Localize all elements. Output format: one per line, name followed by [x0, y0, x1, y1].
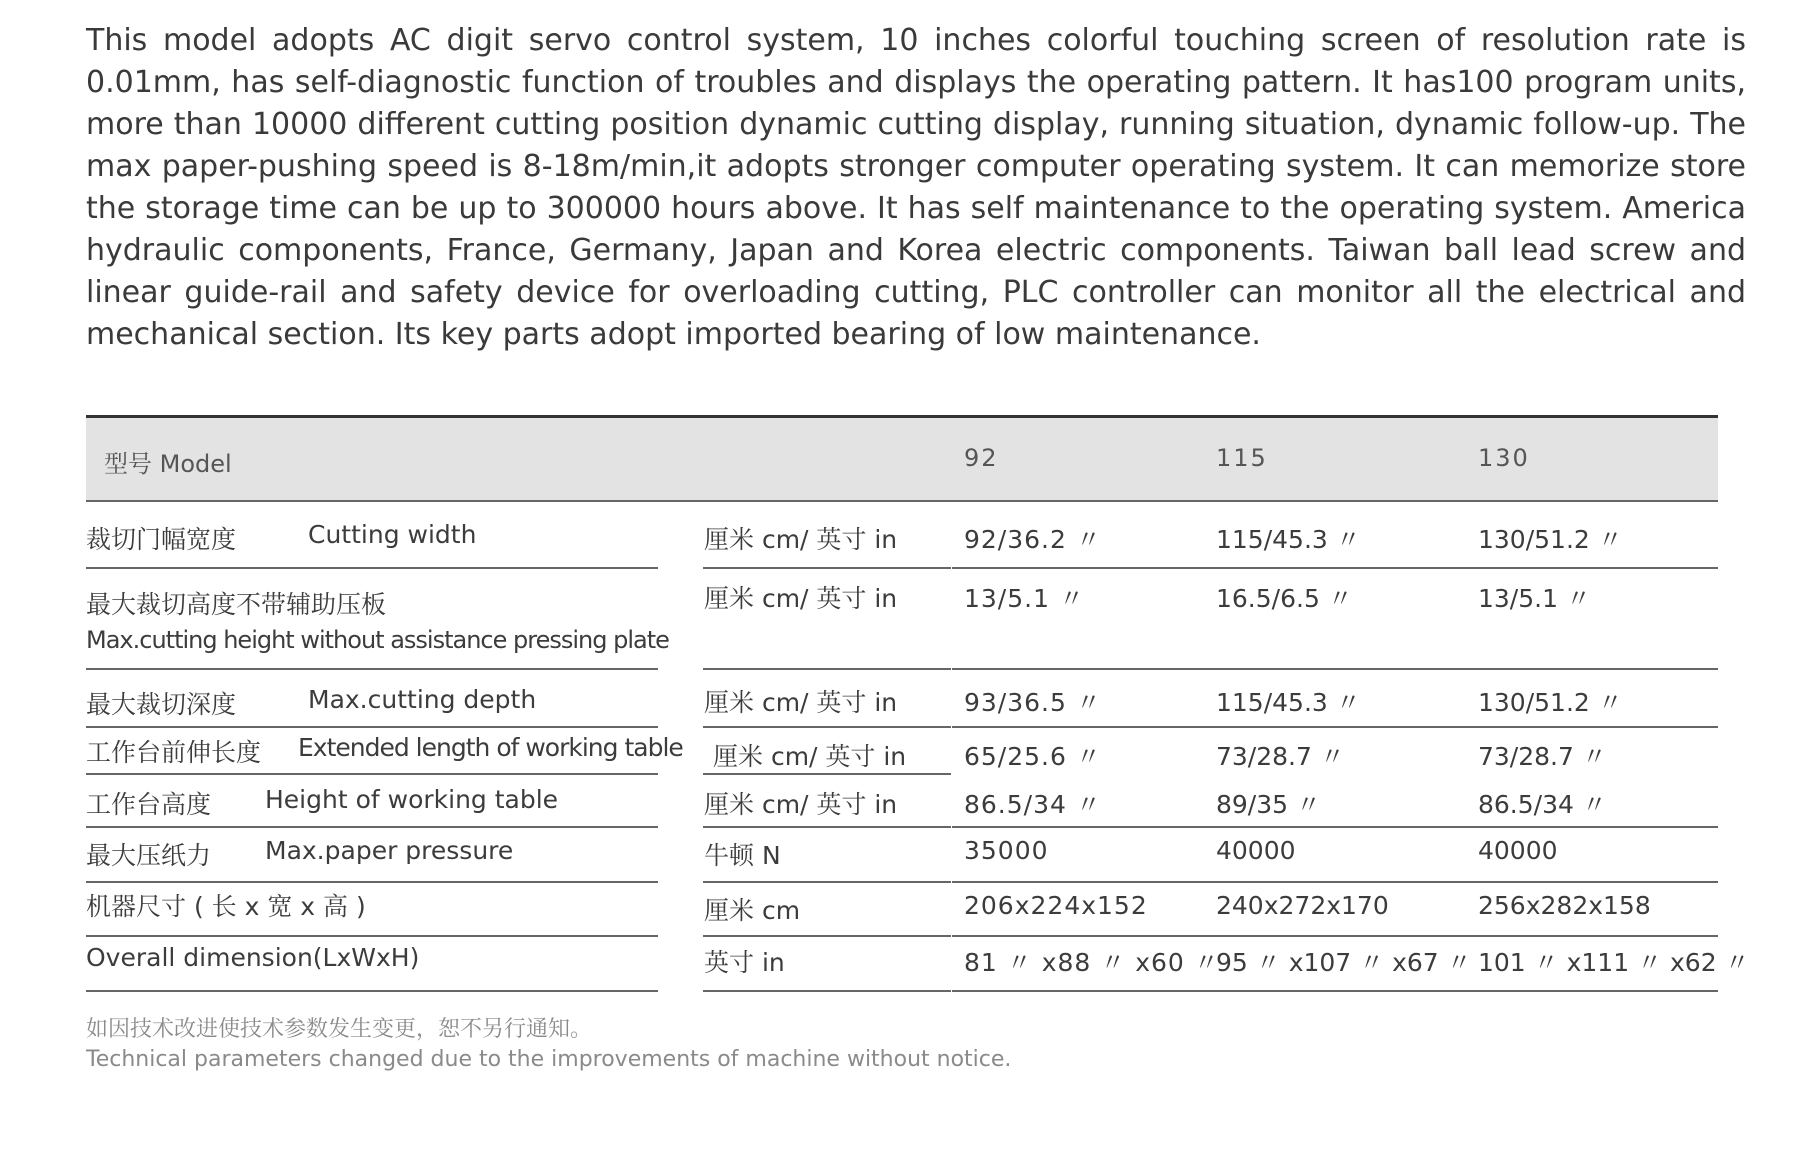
- row-label-en: Max.paper pressure: [265, 836, 514, 865]
- row-value-92: 93/36.5 〃: [964, 688, 1102, 717]
- row-label-en: Max.cutting depth: [308, 685, 537, 714]
- row-value-130: 130/51.2 〃: [1478, 688, 1623, 717]
- row-unit: 厘米 cm/ 英寸 in: [704, 525, 898, 554]
- row-label-en: Height of working table: [265, 785, 559, 814]
- row-divider: [952, 726, 1718, 728]
- row-unit: 厘米 cm/ 英寸 in: [704, 584, 898, 613]
- row-divider: [86, 826, 658, 828]
- row-value-115: 115/45.3 〃: [1216, 525, 1361, 554]
- row-value-92: 206x224x152: [964, 891, 1148, 920]
- row-unit: 牛顿 N: [704, 841, 781, 870]
- row-divider: [952, 826, 1718, 828]
- row-divider: [952, 668, 1718, 670]
- row-value-92: 65/25.6 〃: [964, 742, 1102, 771]
- row-value-115: 115/45.3 〃: [1216, 688, 1361, 717]
- footnote-zh: 如因技术改进使技术参数发生变更，恕不另行通知。: [86, 1017, 593, 1042]
- row-label-zh: 最大裁切高度不带辅助压板: [86, 590, 387, 619]
- row-divider: [703, 826, 951, 828]
- row-unit: 厘米 cm/ 英寸 in: [713, 742, 907, 771]
- row-value-130: 13/5.1 〃: [1478, 584, 1591, 613]
- row-label-zh: 机器尺寸 ( 长 x 宽 x 高 ): [86, 892, 366, 921]
- footnote-en: Technical parameters changed due to the improvements of machine without notice.: [86, 1047, 1012, 1072]
- row-label-zh: 裁切门幅宽度: [86, 525, 237, 554]
- row-unit: 英寸 in: [704, 948, 785, 977]
- row-value-115: 16.5/6.5 〃: [1216, 584, 1353, 613]
- row-divider: [703, 726, 951, 728]
- header-model-115: 115: [1216, 444, 1268, 472]
- row-value-130: 130/51.2 〃: [1478, 525, 1623, 554]
- row-label-en: Overall dimension(LxWxH): [86, 943, 420, 972]
- row-divider: [952, 881, 1718, 883]
- header-model-92: 92: [964, 444, 999, 472]
- row-value-92: 81 〃 x88 〃 x60 〃: [964, 948, 1220, 977]
- row-value-130: 101 〃 x111 〃 x62 〃: [1478, 948, 1750, 977]
- row-divider: [86, 668, 658, 670]
- header-model-label: 型号 Model: [104, 450, 232, 478]
- row-value-130: 73/28.7 〃: [1478, 742, 1607, 771]
- row-value-130: 256x282x158: [1478, 891, 1651, 920]
- row-value-92: 13/5.1 〃: [964, 584, 1085, 613]
- row-divider: [86, 726, 658, 728]
- row-divider: [86, 990, 658, 992]
- table-header: [86, 418, 1718, 502]
- row-divider: [86, 935, 658, 937]
- header-model-130: 130: [1478, 444, 1530, 472]
- row-divider: [703, 668, 951, 670]
- row-value-92: 92/36.2 〃: [964, 525, 1102, 554]
- row-label-zh: 工作台高度: [86, 790, 212, 819]
- row-label-zh: 最大裁切深度: [86, 690, 237, 719]
- row-divider: [703, 935, 951, 937]
- row-value-130: 40000: [1478, 836, 1558, 865]
- row-divider: [86, 567, 658, 569]
- row-label-zh: 工作台前伸长度: [86, 738, 262, 767]
- row-divider: [703, 881, 951, 883]
- row-value-92: 35000: [964, 836, 1049, 865]
- row-value-115: 73/28.7 〃: [1216, 742, 1345, 771]
- row-value-130: 86.5/34 〃: [1478, 790, 1607, 819]
- row-unit: 厘米 cm/ 英寸 in: [704, 688, 898, 717]
- row-value-115: 240x272x170: [1216, 891, 1389, 920]
- row-value-92: 86.5/34 〃: [964, 790, 1102, 819]
- row-label-en: Max.cutting height without assistance pressing plate: [86, 626, 669, 654]
- row-value-115: 95 〃 x107 〃 x67 〃: [1216, 948, 1472, 977]
- intro-paragraph: This model adopts AC digit servo control system, 10 inches colorful touching screen of resolution rate is 0.01mm, has self-diagnostic function of troubles and displays the operating pattern. It has100 program units, more than 10000 different cutting position dynamic cutting display, running situation, dynamic follow-up. The max paper-pushing speed is 8-18m/min,it adopts stronger computer operating system. It can memorize store the storage time can be up to 300000 hours above. It has self maintenance to the operating system. America hydraulic components, France, Germany, Japan and Korea electric components. Taiwan ball lead screw and linear guide-rail and safety device for overloading cutting, PLC controller can monitor all the electrical and mechanical section. Its key parts adopt imported bearing of low maintenance.: [86, 23, 1746, 352]
- row-divider: [952, 990, 1718, 992]
- row-label-en: Cutting width: [308, 520, 477, 549]
- row-divider: [86, 773, 658, 775]
- row-value-115: 40000: [1216, 836, 1296, 865]
- row-divider: [86, 881, 658, 883]
- row-divider: [952, 567, 1718, 569]
- row-label-zh: 最大压纸力: [86, 841, 212, 870]
- row-label-en: Extended length of working table: [298, 733, 683, 762]
- row-unit: 厘米 cm/ 英寸 in: [704, 790, 898, 819]
- row-divider: [703, 773, 951, 775]
- row-unit: 厘米 cm: [704, 896, 801, 925]
- row-value-115: 89/35 〃: [1216, 790, 1321, 819]
- row-divider: [952, 935, 1718, 937]
- row-divider: [703, 567, 951, 569]
- row-divider: [703, 990, 951, 992]
